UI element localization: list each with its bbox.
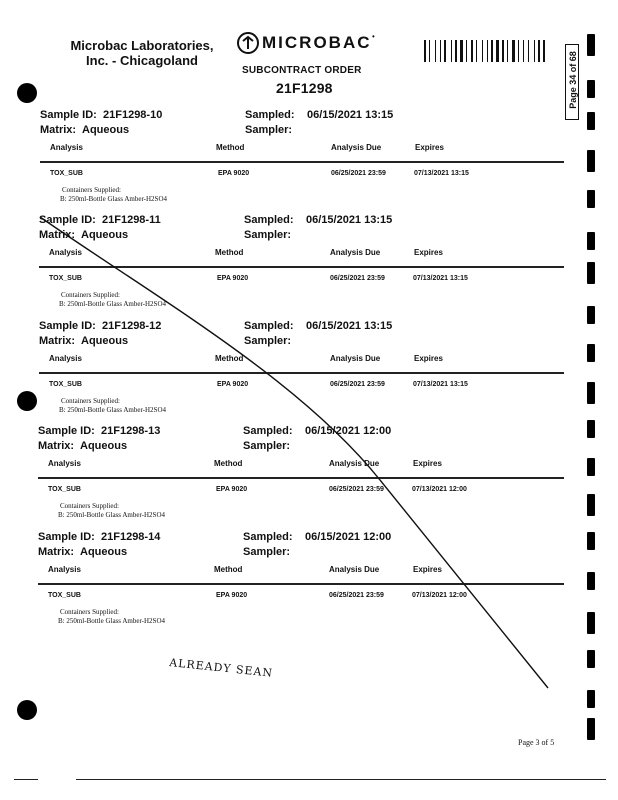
analysis-value: TOX_SUB xyxy=(49,381,82,388)
sampled-label: Sampled: xyxy=(245,109,295,121)
edge-mark xyxy=(587,344,595,362)
sampled-value: 06/15/2021 13:15 xyxy=(306,214,393,226)
col-header-expires: Expires xyxy=(414,354,443,363)
col-header-analysis-due: Analysis Due xyxy=(330,248,381,257)
container-value: B: 250ml-Bottle Glass Amber-H2SO4 xyxy=(58,511,165,519)
col-header-method: Method xyxy=(216,143,245,152)
analysis-due-value: 06/25/2021 23:59 xyxy=(331,170,386,177)
matrix-value: Aqueous xyxy=(81,335,129,347)
sample-id-value: 21F1298-11 xyxy=(102,214,161,226)
sample-id-label: Sample ID: xyxy=(38,531,95,543)
handwritten-note: ALREADY SEAN xyxy=(168,656,274,680)
col-header-expires: Expires xyxy=(413,459,442,468)
table-rule xyxy=(38,477,564,479)
footer-page-number: Page 3 of 5 xyxy=(518,738,555,747)
expires-value: 07/13/2021 12:00 xyxy=(412,592,467,599)
container-value: B: 250ml-Bottle Glass Amber-H2SO4 xyxy=(58,617,165,625)
sampler-label: Sampler: xyxy=(244,335,292,347)
sample-id-label: Sample ID: xyxy=(39,320,96,332)
container-value: B: 250ml-Bottle Glass Amber-H2SO4 xyxy=(59,406,166,414)
edge-mark xyxy=(587,34,595,56)
sampled-label: Sampled: xyxy=(244,320,294,332)
sample-id-value: 21F1298-14 xyxy=(101,531,161,543)
col-header-method: Method xyxy=(215,354,244,363)
edge-mark xyxy=(587,232,595,250)
sampled-label: Sampled: xyxy=(243,531,293,543)
lab-name: Microbac Laboratories, Inc. - Chicagoland xyxy=(70,38,214,68)
analysis-value: TOX_SUB xyxy=(49,275,82,282)
col-header-expires: Expires xyxy=(413,565,442,574)
edge-mark xyxy=(587,718,595,740)
method-value: EPA 9020 xyxy=(217,381,249,388)
containers-supplied-label: Containers Supplied: xyxy=(62,186,121,194)
table-rule xyxy=(39,266,564,268)
analysis-due-value: 06/25/2021 23:59 xyxy=(329,486,384,493)
method-value: EPA 9020 xyxy=(216,592,248,599)
edge-mark xyxy=(587,532,595,550)
containers-supplied-label: Containers Supplied: xyxy=(61,397,120,405)
col-header-analysis-due: Analysis Due xyxy=(330,354,381,363)
table-rule xyxy=(38,583,564,585)
punch-hole-top xyxy=(17,83,37,103)
analysis-value: TOX_SUB xyxy=(50,170,83,177)
brand-name: MICROBAC xyxy=(262,33,372,52)
edge-mark xyxy=(587,458,595,476)
sampled-value: 06/15/2021 13:15 xyxy=(307,109,394,121)
registered-mark-icon: • xyxy=(372,32,375,41)
matrix-label: Matrix: xyxy=(39,335,76,347)
edge-mark xyxy=(587,262,595,284)
sampled-value: 06/15/2021 13:15 xyxy=(306,320,393,332)
matrix-value: Aqueous xyxy=(80,546,128,558)
sampler-label: Sampler: xyxy=(245,124,293,136)
expires-value: 07/13/2021 13:15 xyxy=(414,170,469,177)
order-type: SUBCONTRACT ORDER xyxy=(242,65,362,76)
edge-mark xyxy=(587,150,595,172)
order-id: 21F1298 xyxy=(276,80,333,96)
edge-mark xyxy=(587,306,595,324)
analysis-due-value: 06/25/2021 23:59 xyxy=(329,592,384,599)
sampled-value: 06/15/2021 12:00 xyxy=(305,425,392,437)
edge-mark xyxy=(587,572,595,590)
expires-value: 07/13/2021 13:15 xyxy=(413,381,468,388)
col-header-analysis: Analysis xyxy=(49,354,82,363)
footer-rule-left xyxy=(14,779,38,780)
edge-mark xyxy=(587,650,595,668)
col-header-analysis: Analysis xyxy=(48,565,81,574)
col-header-analysis-due: Analysis Due xyxy=(331,143,382,152)
sample-id-label: Sample ID: xyxy=(39,214,96,226)
sampled-value: 06/15/2021 12:00 xyxy=(305,531,392,543)
expires-value: 07/13/2021 12:00 xyxy=(412,486,467,493)
sampler-label: Sampler: xyxy=(243,546,291,558)
containers-supplied-label: Containers Supplied: xyxy=(61,291,120,299)
method-value: EPA 9020 xyxy=(216,486,248,493)
page-stamp-box xyxy=(565,44,579,120)
microbac-logo-icon xyxy=(236,31,260,55)
table-rule xyxy=(39,372,564,374)
barcode xyxy=(424,40,572,62)
table-rule xyxy=(40,161,564,163)
analysis-value: TOX_SUB xyxy=(48,592,81,599)
container-value: B: 250ml-Bottle Glass Amber-H2SO4 xyxy=(60,195,167,203)
matrix-value: Aqueous xyxy=(81,229,129,241)
sampled-label: Sampled: xyxy=(244,214,294,226)
punch-hole-middle xyxy=(17,391,37,411)
sample-id-label: Sample ID: xyxy=(40,109,97,121)
analysis-due-value: 06/25/2021 23:59 xyxy=(330,381,385,388)
matrix-label: Matrix: xyxy=(40,124,77,136)
footer-rule-right xyxy=(76,779,606,780)
analysis-due-value: 06/25/2021 23:59 xyxy=(330,275,385,282)
edge-mark xyxy=(587,420,595,438)
microbac-logo xyxy=(236,30,376,56)
sampler-label: Sampler: xyxy=(243,440,291,452)
sampled-label: Sampled: xyxy=(243,425,293,437)
page-stamp: Page 34 of 68 xyxy=(568,51,578,109)
edge-mark xyxy=(587,612,595,634)
analysis-value: TOX_SUB xyxy=(48,486,81,493)
barcode-icon xyxy=(424,40,572,62)
col-header-method: Method xyxy=(214,565,243,574)
col-header-analysis-due: Analysis Due xyxy=(329,565,380,574)
punch-hole-bottom xyxy=(17,700,37,720)
edge-mark xyxy=(587,112,595,130)
col-header-method: Method xyxy=(214,459,243,468)
matrix-label: Matrix: xyxy=(38,546,75,558)
matrix-value: Aqueous xyxy=(82,124,130,136)
containers-supplied-label: Containers Supplied: xyxy=(60,608,119,616)
edge-mark xyxy=(587,190,595,208)
matrix-value: Aqueous xyxy=(80,440,128,452)
expires-value: 07/13/2021 13:15 xyxy=(413,275,468,282)
col-header-analysis: Analysis xyxy=(50,143,83,152)
edge-mark xyxy=(587,80,595,98)
containers-supplied-label: Containers Supplied: xyxy=(60,502,119,510)
edge-mark xyxy=(587,690,595,708)
col-header-method: Method xyxy=(215,248,244,257)
matrix-label: Matrix: xyxy=(39,229,76,241)
col-header-analysis-due: Analysis Due xyxy=(329,459,380,468)
col-header-analysis: Analysis xyxy=(49,248,82,257)
col-header-expires: Expires xyxy=(415,143,444,152)
edge-mark xyxy=(587,494,595,516)
matrix-label: Matrix: xyxy=(38,440,75,452)
col-header-expires: Expires xyxy=(414,248,443,257)
edge-mark xyxy=(587,382,595,404)
col-header-analysis: Analysis xyxy=(48,459,81,468)
sample-id-value: 21F1298-12 xyxy=(102,320,162,332)
sampler-label: Sampler: xyxy=(244,229,292,241)
container-value: B: 250ml-Bottle Glass Amber-H2SO4 xyxy=(59,300,166,308)
sample-id-value: 21F1298-10 xyxy=(103,109,163,121)
method-value: EPA 9020 xyxy=(217,275,249,282)
method-value: EPA 9020 xyxy=(218,170,250,177)
sample-id-value: 21F1298-13 xyxy=(101,425,161,437)
sample-id-label: Sample ID: xyxy=(38,425,95,437)
